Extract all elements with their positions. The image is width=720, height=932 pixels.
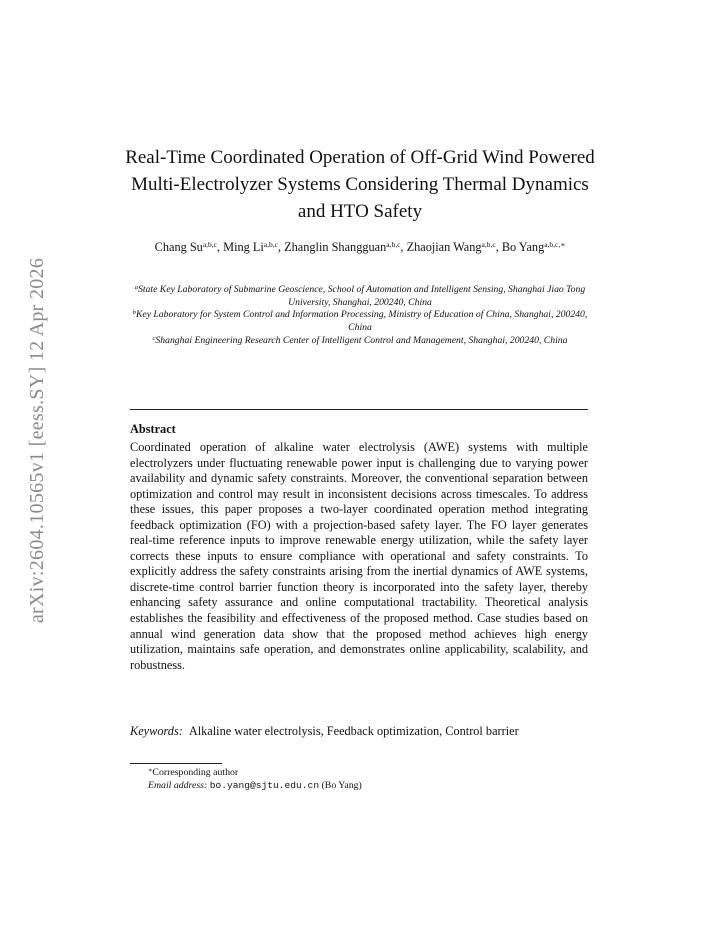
abstract-rule: [130, 409, 588, 410]
footnote-rule: [130, 763, 222, 764]
affiliation-mark: b: [132, 309, 136, 317]
author-separator: ,: [400, 240, 407, 254]
author-affiliation-mark: a,b,c,∗: [544, 240, 566, 249]
corresponding-author-note: [148, 766, 362, 779]
author-separator: ,: [277, 240, 285, 254]
affiliation-text: State Key Laboratory of Submarine Geoscience, School of Automation and Intelligent Sensing, Shanghai Jiao Tong University, Shanghai, 200240, China: [138, 284, 586, 308]
keywords-label: Keywords:: [130, 724, 183, 738]
paper-title: Real-Time Coordinated Operation of Off-Grid Wind Powered Multi-Electrolyzer Systems Considering Thermal Dynamics and HTO Safety: [125, 147, 595, 222]
author-name: Ming Li: [223, 240, 264, 254]
affiliation-a: [130, 284, 590, 309]
footnote: [148, 766, 362, 792]
arxiv-identifier: arXiv:2604.10565v1 [eess.SY] 12 Apr 2026: [26, 257, 49, 623]
affiliation-list: [130, 284, 590, 348]
affiliation-b: [130, 309, 590, 334]
author-affiliation-mark: a,b,c: [202, 240, 217, 249]
email-owner: (Bo Yang): [321, 780, 362, 791]
author-name: Zhaojian Wang: [406, 240, 482, 254]
author-affiliation-mark: a,b,c: [386, 240, 401, 249]
author-name: Zhanglin Shangguan: [284, 240, 387, 254]
abstract-heading: Abstract: [130, 422, 176, 436]
email-link[interactable]: bo.yang@sjtu.edu.cn: [209, 780, 320, 791]
abstract-body: Coordinated operation of alkaline water electrolysis (AWE) systems with multiple electrolyzers under fluctuating renewable power input is challenging due to varying power availability and dynamic safety constraints. Moreover, the conventional separation between optimization and control may result in inconsistent decisions across timescales. To address these issues, this paper proposes a two-layer coordinated operation method integrating feedback optimization (FO) with a projection-based safety layer. The FO layer generates real-time reference inputs to improve renewable energy utilization, while the safety layer corrects these inputs to ensure compliance with operational and safety constraints. To explicitly address the safety constraints arising from the inertial dynamics of AWE systems, discrete-time control barrier function theory is incorporated into the safety layer, thereby enhancing safety assurance and online computational tractability. Theoretical analysis establishes the feasibility and effectiveness of the proposed method. Case studies based on annual wind generation data show that the proposed method achieves high energy utilization, maintains safe operation, and demonstrates online applicability, scalability, and robustness.: [130, 440, 588, 672]
keywords-line: [130, 724, 588, 740]
author: [155, 240, 224, 254]
corresponding-author-text: Corresponding author: [152, 767, 239, 778]
affiliation-mark: a: [134, 284, 139, 291]
affiliation-c: [130, 335, 590, 348]
author: [407, 240, 502, 254]
arxiv-sidebar: [20, 210, 56, 670]
email-note: [148, 779, 362, 792]
author-name: Chang Su: [154, 240, 203, 254]
affiliation-text: Shanghai Engineering Research Center of Intelligent Control and Management, Shanghai, 200240, China: [155, 334, 568, 346]
author-affiliation-mark: a,b,c: [481, 240, 496, 249]
author-affiliation-mark: a,b,c: [263, 240, 278, 249]
affiliation-text: Key Laboratory for System Control and Information Processing, Ministry of Education of China, Shanghai, 200240, China: [135, 309, 588, 334]
author-name: Bo Yang: [501, 240, 545, 254]
author-separator: ,: [216, 240, 224, 254]
author: [223, 240, 284, 254]
affiliation-mark: c: [152, 334, 156, 342]
author: [502, 240, 566, 254]
author-separator: ,: [495, 240, 502, 254]
author-list: [130, 239, 590, 256]
author: [284, 240, 406, 254]
keywords-value: Alkaline water electrolysis, Feedback optimization, Control barrier: [188, 724, 519, 738]
footnote-mark: ∗: [148, 767, 153, 774]
email-label: Email address:: [148, 780, 208, 791]
